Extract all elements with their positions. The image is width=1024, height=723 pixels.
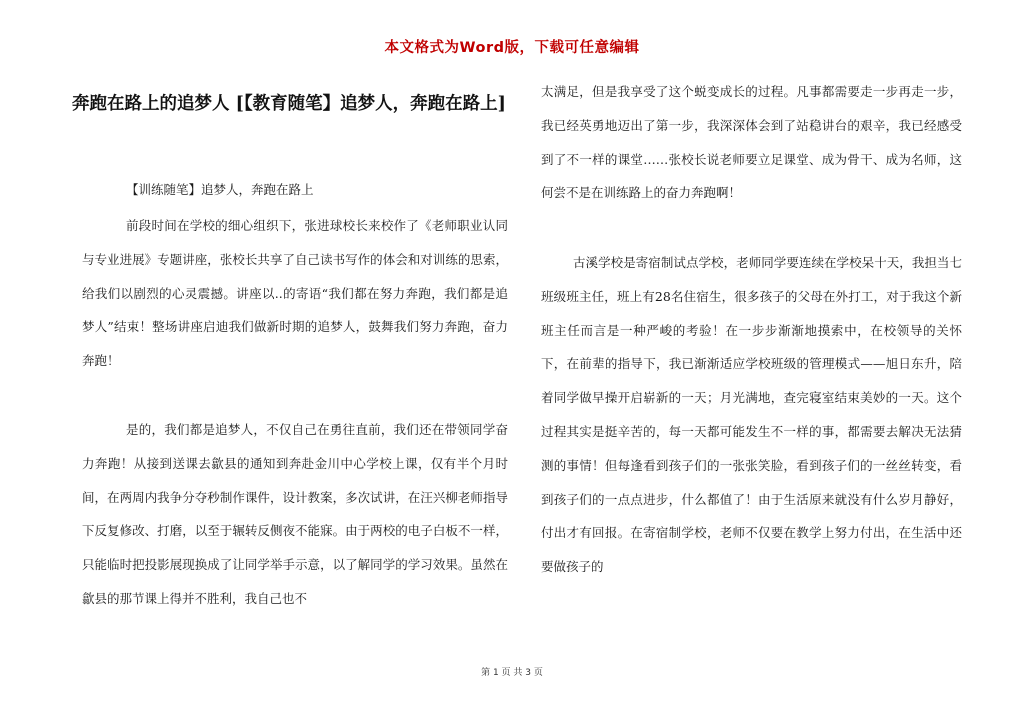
download-banner: 本文格式为Word版，下载可任意编辑 [384,40,640,56]
paragraph-4: 古溪学校是寄宿制试点学校，老师同学要连续在学校呆十天，我担当七班级班主任，班上有28名住宿生，很多孩子的父母在外打工，对于我这个新班主任而言是一种严峻的考验！在一步步渐渐地摸索中，在校领导的关怀下，在前辈的指导下，我已渐渐适应学校班级的管理模式——旭日东升，陪着同学做早操开启崭新的一天；月光满地，查完寝室结束美妙的一天。这个过程其实是挺辛苦的，每一天都可能发生不一样的事，都需要去解决无法猜测的事情！但每逢看到孩子们的一张张笑脸，看到孩子们的一丝丝转变，看到孩子们的一点点进步，什么都值了！由于生活原来就没有什么岁月静好，付出才有回报。在寄宿制学校，老师不仅要在教学上努力付出，在生活中还要做孩子的 [541,255,962,575]
page-number-footer: 第 1 页 共 3 页 [481,668,543,678]
article-subheading: 【训练随笔】追梦人，奔跑在路上 [126,182,314,197]
paragraph-1: 前段时间在学校的细心组织下，张进球校长来校作了《老师职业认同与专业进展》专题讲座，张校长共享了自己读书写作的体会和对训练的思索，给我们以剧烈的心灵震撼。讲座以..的寄语“我们都在努力奔跑，我们都是追梦人”结束！整场讲座启迪我们做新时期的追梦人，鼓舞我们努力奔跑，奋力奔跑！ [82,218,508,369]
document-title: 奔跑在路上的追梦人 [【教育随笔】追梦人，奔跑在路上] [72,94,506,114]
paragraph-3: 太满足，但是我享受了这个蜕变成长的过程。凡事都需要走一步再走一步，我已经英勇地迈出了第一步，我深深体会到了站稳讲台的艰辛，我已经感受到了不一样的课堂……张校长说老师要立足课堂、成为骨干、成为名师，这何尝不是在训练路上的奋力奔跑啊！ [541,84,962,201]
paragraph-2: 是的，我们都是追梦人，不仅自己在勇往直前，我们还在带领同学奋力奔跑！从接到送课去歙县的通知到奔赴金川中心学校上课，仅有半个月时间，在两周内我争分夺秒制作课件，设计教案，多次试讲，在汪兴柳老师指导下反复修改、打磨，以至于辗转反侧夜不能寐。由于两校的电子白板不一样，只能临时把投影展现换成了让同学举手示意，以了解同学的学习效果。虽然在歙县的那节课上得并不胜利，我自己也不 [82,422,508,606]
